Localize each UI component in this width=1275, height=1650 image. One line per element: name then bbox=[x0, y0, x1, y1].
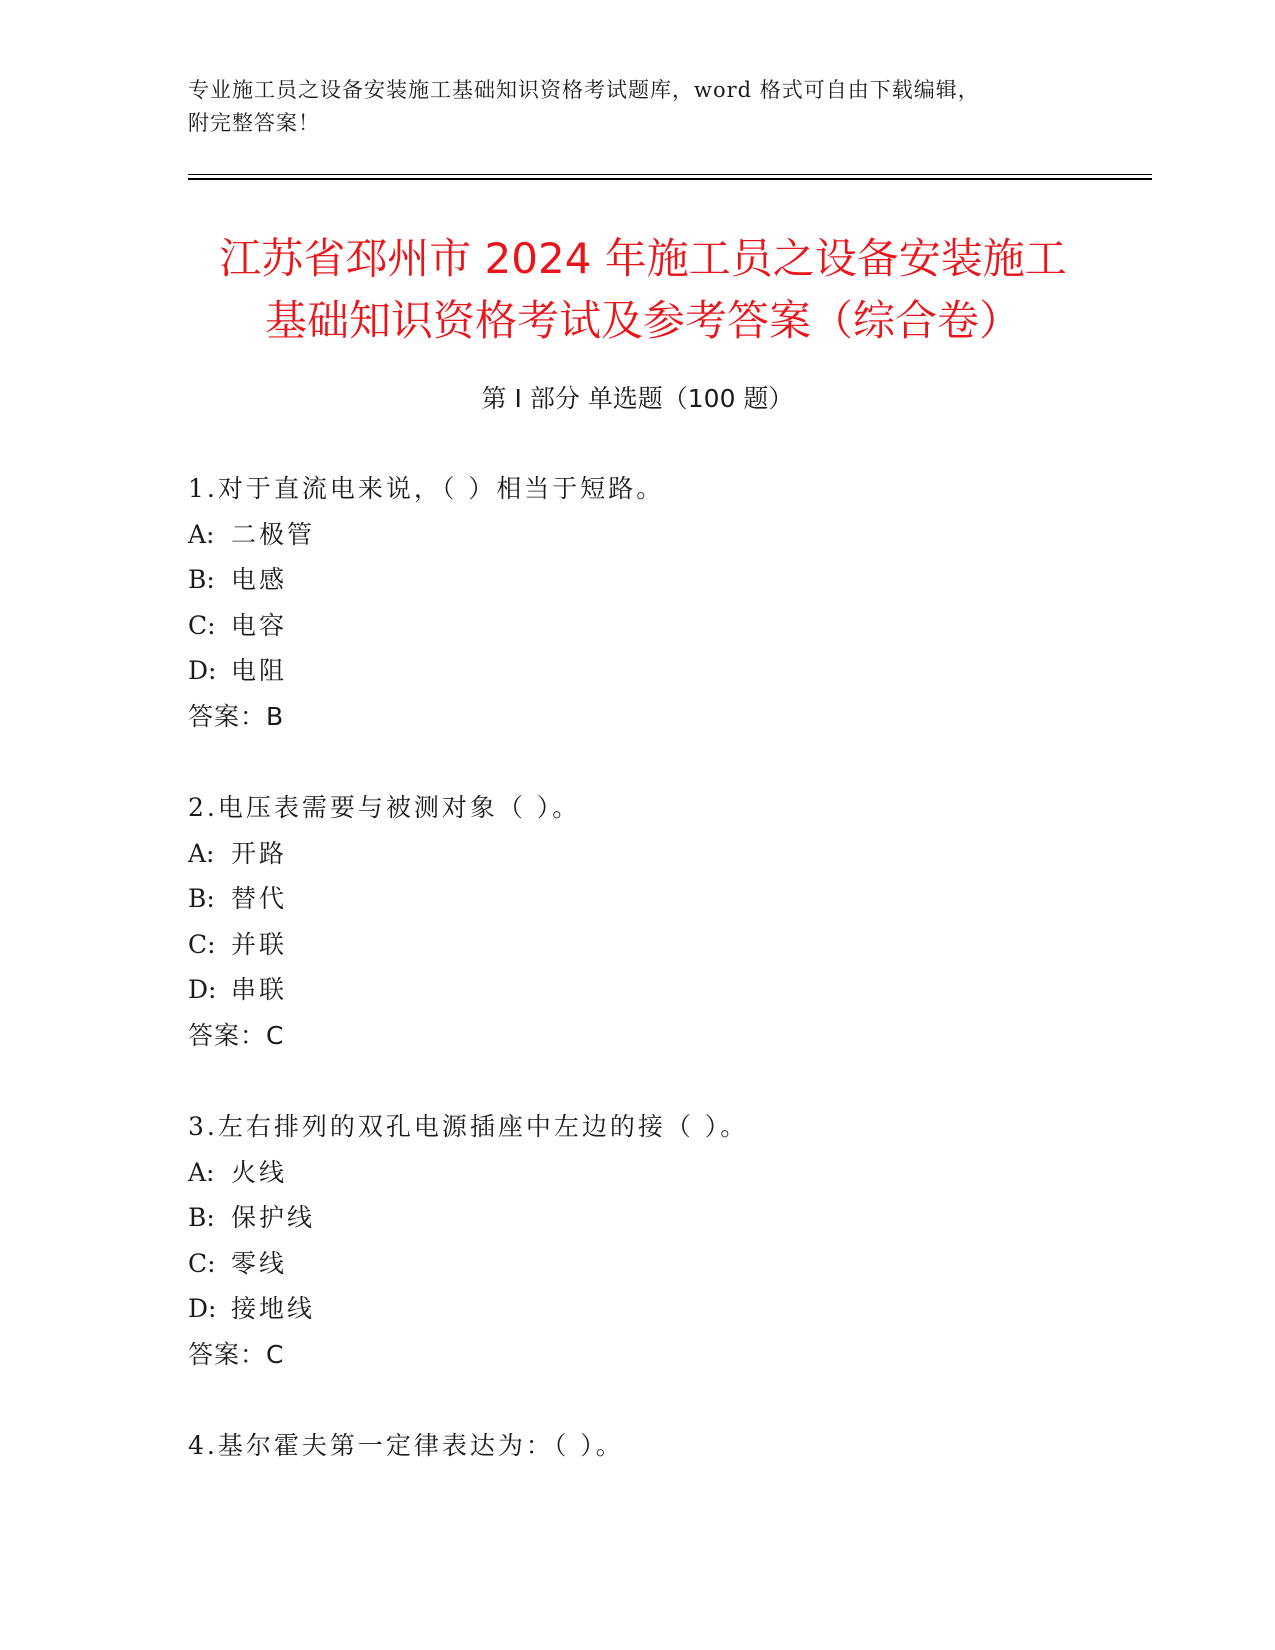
answer: 答案：B bbox=[188, 701, 285, 731]
option-text: 电阻 bbox=[231, 656, 288, 685]
option-key: B: bbox=[188, 1203, 215, 1232]
question-stem: 3.左右排列的双孔电源插座中左边的接（ ）。 bbox=[188, 1112, 749, 1141]
header-note bbox=[188, 74, 1088, 140]
option-a bbox=[188, 831, 1128, 877]
option-key: A: bbox=[188, 519, 215, 549]
option-text: 二极管 bbox=[231, 519, 316, 549]
option-text: 零线 bbox=[231, 1248, 288, 1278]
option-text: 替代 bbox=[231, 884, 288, 913]
question-4 bbox=[188, 1423, 1128, 1469]
option-text: 接地线 bbox=[231, 1294, 316, 1323]
document-title-line-2: 基础知识资格考试及参考答案（综合卷） bbox=[264, 296, 1021, 345]
question-2 bbox=[188, 785, 1128, 1058]
option-a bbox=[188, 1150, 1128, 1196]
header-divider-thick bbox=[188, 178, 1152, 180]
option-key: A: bbox=[188, 838, 215, 868]
question-stem: 1.对于直流电来说，（ ）相当于短路。 bbox=[188, 474, 665, 503]
header-note-line-1: 专业施工员之设备安装施工基础知识资格考试题库，word 格式可自由下载编辑， bbox=[188, 78, 980, 102]
option-key: D: bbox=[188, 1294, 217, 1323]
option-text: 火线 bbox=[231, 1157, 288, 1187]
option-key: B: bbox=[188, 884, 215, 913]
question-3 bbox=[188, 1104, 1128, 1377]
option-text: 并联 bbox=[231, 929, 288, 959]
option-d bbox=[188, 967, 1128, 1013]
option-b bbox=[188, 557, 1128, 603]
option-c bbox=[188, 603, 1128, 649]
option-key: D: bbox=[188, 975, 217, 1004]
answer: 答案：C bbox=[188, 1339, 285, 1369]
option-text: 串联 bbox=[231, 975, 288, 1004]
option-c bbox=[188, 1241, 1128, 1287]
option-key: A: bbox=[188, 1157, 215, 1187]
option-key: C: bbox=[188, 929, 216, 959]
option-key: B: bbox=[188, 565, 215, 594]
option-text: 开路 bbox=[231, 838, 288, 868]
header-note-line-2: 附完整答案！ bbox=[188, 111, 320, 135]
option-b bbox=[188, 876, 1128, 922]
document-title bbox=[188, 228, 1098, 352]
option-c bbox=[188, 922, 1128, 968]
question-1 bbox=[188, 466, 1128, 739]
option-d bbox=[188, 1286, 1128, 1332]
question-stem: 4.基尔霍夫第一定律表达为：（ ）。 bbox=[188, 1431, 624, 1460]
answer: 答案：C bbox=[188, 1020, 285, 1050]
option-text: 电容 bbox=[231, 610, 288, 640]
option-key: D: bbox=[188, 656, 217, 685]
option-text: 电感 bbox=[231, 565, 288, 594]
option-key: C: bbox=[188, 1248, 216, 1278]
option-text: 保护线 bbox=[231, 1203, 316, 1232]
option-key: C: bbox=[188, 610, 216, 640]
section-heading: 第 I 部分 单选题（100 题） bbox=[481, 384, 794, 413]
document-title-line-1: 江苏省邳州市 2024 年施工员之设备安装施工 bbox=[219, 234, 1067, 283]
option-d bbox=[188, 648, 1128, 694]
option-a bbox=[188, 512, 1128, 558]
question-stem: 2.电压表需要与被测对象（ ）。 bbox=[188, 793, 581, 822]
header-divider-thin bbox=[188, 174, 1152, 175]
option-b bbox=[188, 1195, 1128, 1241]
